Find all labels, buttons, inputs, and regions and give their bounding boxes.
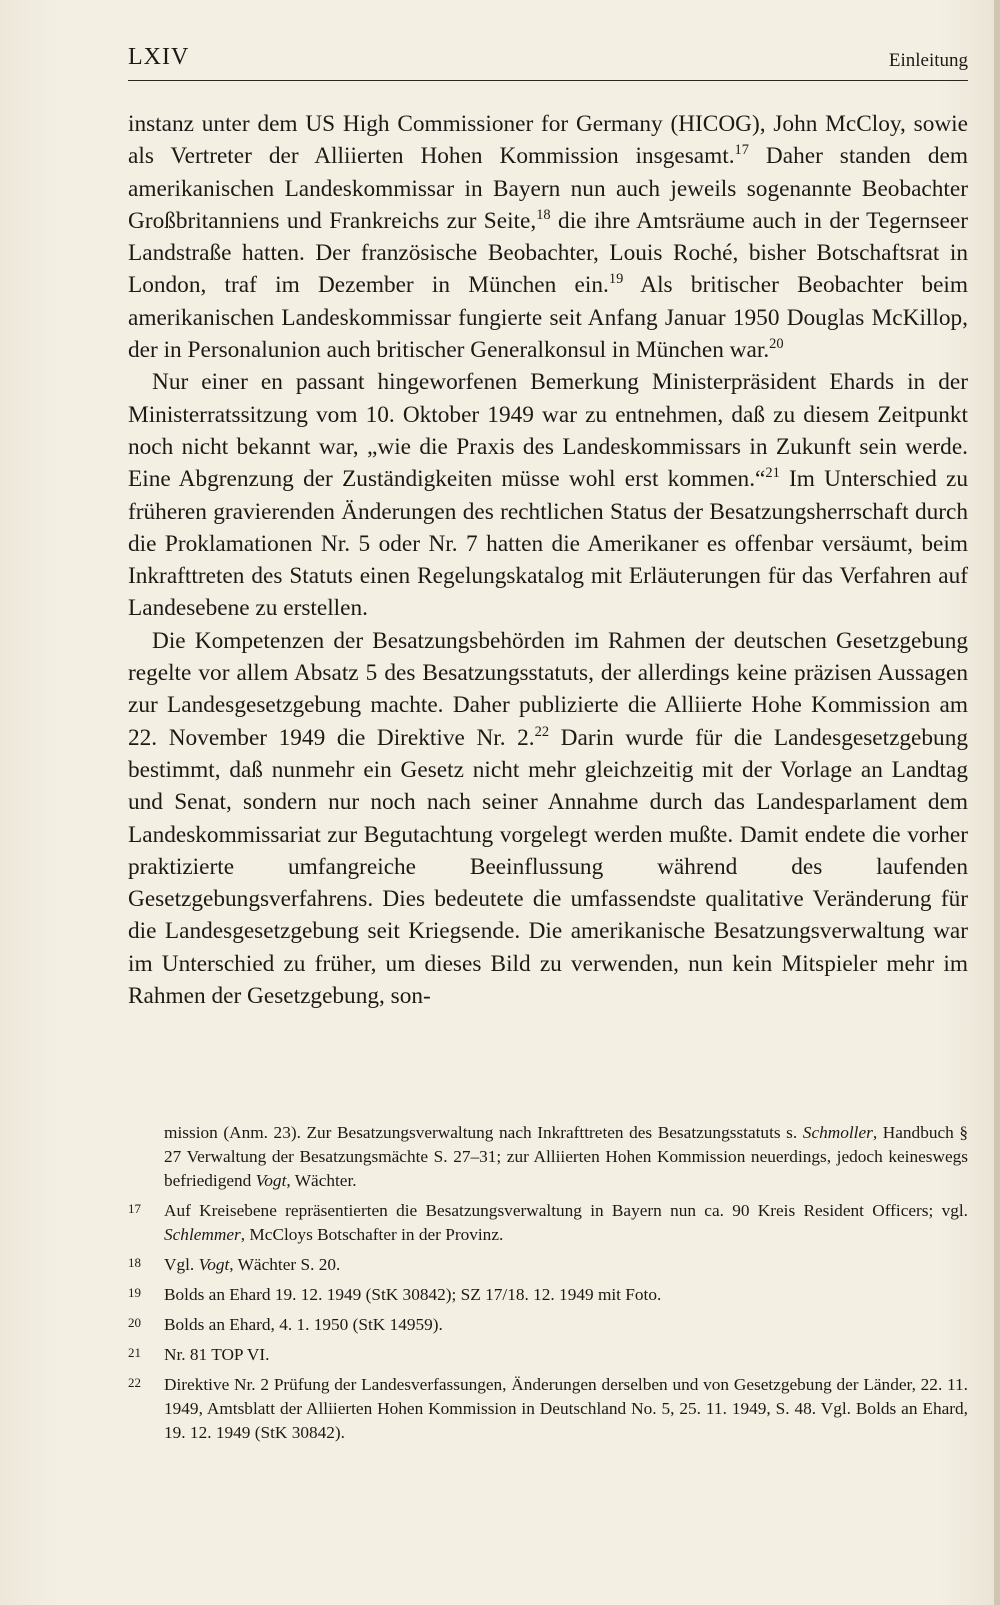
footnote-continuation: mission (Anm. 23). Zur Besatzungsverwaltung nach Inkrafttreten des Besatzungsstatuts s. Schmoller, Handbuch § 27 Verwaltung der Besatzungsmächte S. 27–31; zur Alliierten Hohen Kommission neuerdings, jedoch keineswegs befriedigend Vogt, Wächter. [164,1123,968,1190]
footnote-number: 20 [128,1315,141,1330]
footnote-20: 20 Bolds an Ehard, 4. 1. 1950 (StK 14959). [128,1315,443,1334]
paragraph-2: Nur einer en passant hingeworfenen Bemerkung Ministerpräsident Ehards in der Ministerratssitzung vom 10. Oktober 1949 war zu entnehmen, daß zu diesem Zeitpunkt noch nicht bekannt war, „wie die Praxis des Landeskommissars in Zukunft sein werde. Eine Abgrenzung der Zuständigkeiten müsse wohl erst kommen.“$^{21}$ Im Unterschied zu früheren gravierenden Änderungen des rechtlichen Status der Besatzungsherrschaft durch die Proklamationen Nr. 5 oder Nr. 7 hatten die Amerikaner es offenbar versäumt, beim Inkrafttreten des Statuts einen Regelungskatalog mit Erläuterungen für das Verfahren auf Landesebene zu erstellen. [128,369,968,622]
footnote-22: 22 Direktive Nr. 2 Prüfung der Landesverfassungen, Änderungen derselben und von Gesetzgebung der Länder, 22. 11. 1949, Amtsblatt der Alliierten Hohen Kommission in Deutschland No. 5, 25. 11. 1949, S. 48. Vgl. Bolds an Ehard, 19. 12. 1949 (StK 30842). [128,1375,968,1442]
footnote-number: 19 [128,1285,141,1300]
footnote-ref-22: 22 [534,723,550,740]
footnote-17: 17 Auf Kreisebene repräsentierten die Besatzungsverwaltung in Bayern nun ca. 90 Kreis Resident Officers; vgl. Schlemmer, McCloys Botschafter in der Provinz. [128,1201,968,1244]
paragraph-3: Die Kompetenzen der Besatzungsbehörden im Rahmen der deutschen Gesetzgebung regelte vor allem Absatz 5 des Besatzungsstatuts, der allerdings keine präzisen Aussagen zur Landesgesetzgebung machte. Daher publizierte die Alliierte Hohe Kommission am 22. November 1949 die Direktive Nr. 2.22 Darin wurde für die Landesgesetzgebung bestimmt, daß nunmehr ein Gesetz nicht mehr gleichzeitig mit der Vorlage an Landtag und Senat, sondern nur noch nach seiner Annahme durch das Landesparlament dem Landeskommissariat zur Begutachtung vorgelegt werden mußte. Damit endete die vorher praktizierte umfangreiche Beeinflussung während des laufenden Gesetzgebungsverfahrens. Dies bedeutete die umfassendste qualitative Veränderung für die Landesgesetzgebung seit Kriegsende. Die amerikanische Besatzungsverwaltung war im Unterschied zu früher, um dieses Bild zu verwenden, nun kein Mitspieler mehr im Rahmen der Gesetzgebung, son- [128,627,968,1010]
page-edge-shadow [994,0,1000,1605]
footnote-number: 17 [128,1201,141,1216]
footnote-number: 18 [128,1255,141,1270]
footnote-number: 22 [128,1375,141,1390]
running-header [128,44,968,84]
footnote-ref-19: 19 [608,271,624,288]
footnote-21: 21 Nr. 81 TOP VI. [128,1345,270,1364]
footnotes [128,1121,968,1451]
footnote-18: 18 Vgl. Vogt, Wächter S. 20. [128,1255,341,1274]
page-number: LXIV [128,44,190,70]
footnote-ref-18: 18 [536,206,551,223]
footnote-ref-21: 21 [765,465,780,482]
paragraph-1: instanz unter dem US High Commissioner for Germany (HICOG), John McCloy, sowie als Vertreter der Alliierten Hohen Kommission insgesamt.$^{17}$ Daher standen dem amerikanischen Landeskommissar in Bayern nun auch jeweils sogenannte Beobachter Großbritanniens und Frankreichs zur Seite,$^{18}$ die ihre Amtsräume auch in der Tegernseer Landstraße hatten. Der französische Beobachter, Louis Roché, bisher Botschaftsrat in London, traf im Dezember in München ein.$^{19}$ Als britischer Beobachter beim amerikanischen Landeskommissar fungierte seit Anfang Januar 1950 Douglas McKillop, der in Personalunion auch britischer Generalkonsul in München war.$^{20}$ [128,111,968,364]
header-rule [128,80,968,81]
main-text [128,108,968,1012]
footnote-number: 21 [128,1345,141,1360]
footnote-ref-17: 17 [734,142,749,159]
footnote-19: 19 Bolds an Ehard 19. 12. 1949 (StK 30842); SZ 17/18. 12. 1949 mit Foto. [128,1285,662,1304]
running-title: Einleitung [888,50,968,71]
footnote-ref-20: 20 [769,336,784,353]
